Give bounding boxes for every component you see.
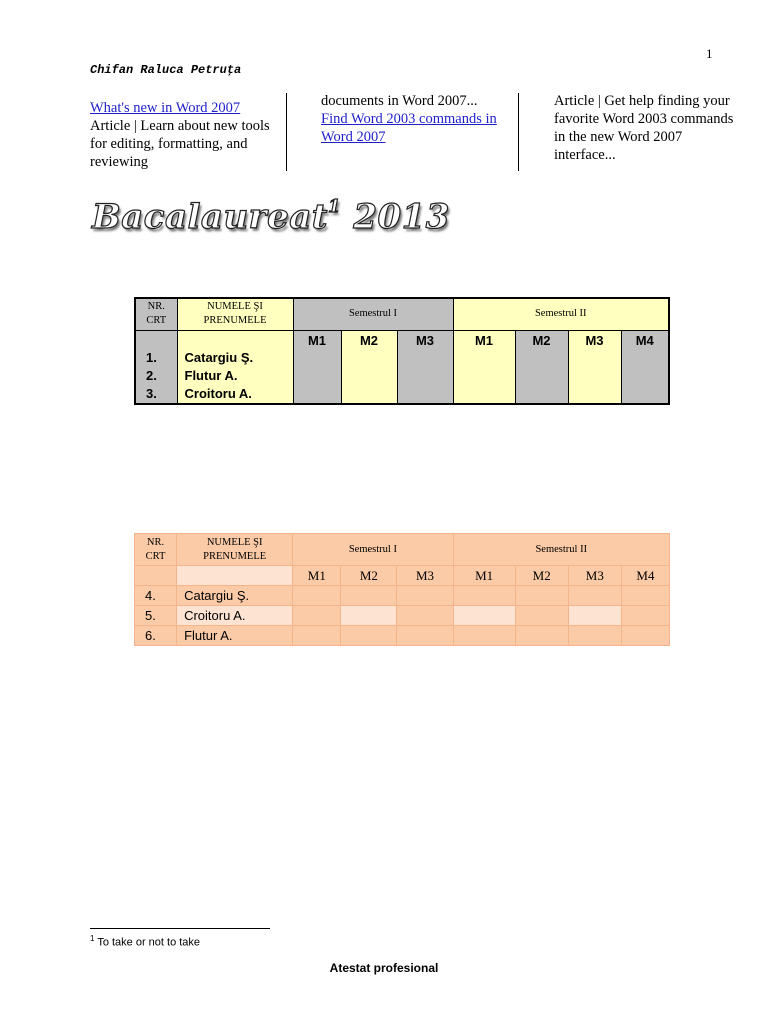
col-s1-m1: M1: [293, 566, 341, 586]
row-number: 4.: [135, 586, 177, 606]
row-name: Catargiu Ş.: [177, 586, 293, 606]
empty-cell: [177, 566, 293, 586]
row-names: Catargiu Ş. Flutur A. Croitoru A.: [177, 330, 293, 404]
title-footnote-ref: 1: [327, 196, 341, 217]
footnote-number: 1: [90, 934, 95, 943]
header-semester-2: Semestrul II: [453, 534, 669, 566]
header-nr-crt: NR. CRT: [135, 534, 177, 566]
footnote-text: To take or not to take: [97, 936, 201, 949]
col-s2-m3: M3: [568, 566, 621, 586]
page-number: 1: [706, 46, 713, 61]
col-s2-m2: M2: [515, 330, 568, 404]
row-name: Croitoru A.: [177, 606, 293, 626]
col-s1-m3: M3: [397, 330, 453, 404]
col-s2-m1: M1: [453, 330, 515, 404]
col-s2-m4: M4: [621, 566, 669, 586]
col-s1-m3: M3: [397, 566, 453, 586]
header-semester-1: Semestrul I: [293, 534, 453, 566]
footnote: [90, 934, 200, 949]
row-numbers: 1. 2. 3.: [135, 330, 177, 404]
col-s2-m2: M2: [515, 566, 568, 586]
header-name: NUMELE ŞI PRENUMELE: [177, 298, 293, 330]
column-divider: [518, 93, 519, 171]
col-s1-m1: M1: [293, 330, 341, 404]
column-2: [321, 92, 501, 146]
header-semester-1: Semestrul I: [293, 298, 453, 330]
header-semester-2: Semestrul II: [453, 298, 669, 330]
row-number: 5.: [135, 606, 177, 626]
grades-table-2: [134, 533, 670, 646]
column-1-text: Article | Learn about new tools for editing, formatting, and reviewing: [90, 118, 270, 170]
page-footer: Atestat profesional: [329, 961, 439, 975]
header-name: NUMELE ŞI PRENUMELE: [177, 534, 293, 566]
column-divider: [286, 93, 287, 171]
page-title: [92, 196, 450, 237]
title-text: Bacalaureat: [92, 197, 328, 237]
header-nr-crt: NR. CRT: [135, 298, 177, 330]
author-name: Chifan Raluca Petruţa: [90, 63, 242, 77]
row-number: 6.: [135, 626, 177, 646]
title-year: 2013: [353, 197, 450, 237]
find-commands-link[interactable]: Find Word 2003 commands in Word 2007: [321, 111, 497, 145]
col-s2-m4: M4: [621, 330, 669, 404]
empty-cell: [135, 566, 177, 586]
table-row: [135, 626, 670, 646]
column-1: [90, 99, 270, 171]
grades-table-1: [134, 297, 670, 405]
col-s2-m1: M1: [453, 566, 515, 586]
footnote-separator: [90, 928, 270, 929]
col-s1-m2: M2: [341, 330, 397, 404]
table-row: [135, 606, 670, 626]
column-2-text: documents in Word 2007...: [321, 93, 478, 109]
column-3-text: Article | Get help finding your favorite Word 2003 commands in the new Word 2007 interface...: [554, 93, 734, 163]
whats-new-link[interactable]: What's new in Word 2007: [90, 100, 241, 116]
table-row: [135, 586, 670, 606]
col-s1-m2: M2: [341, 566, 397, 586]
row-name: Flutur A.: [177, 626, 293, 646]
col-s2-m3: M3: [568, 330, 621, 404]
column-3: [554, 92, 734, 164]
